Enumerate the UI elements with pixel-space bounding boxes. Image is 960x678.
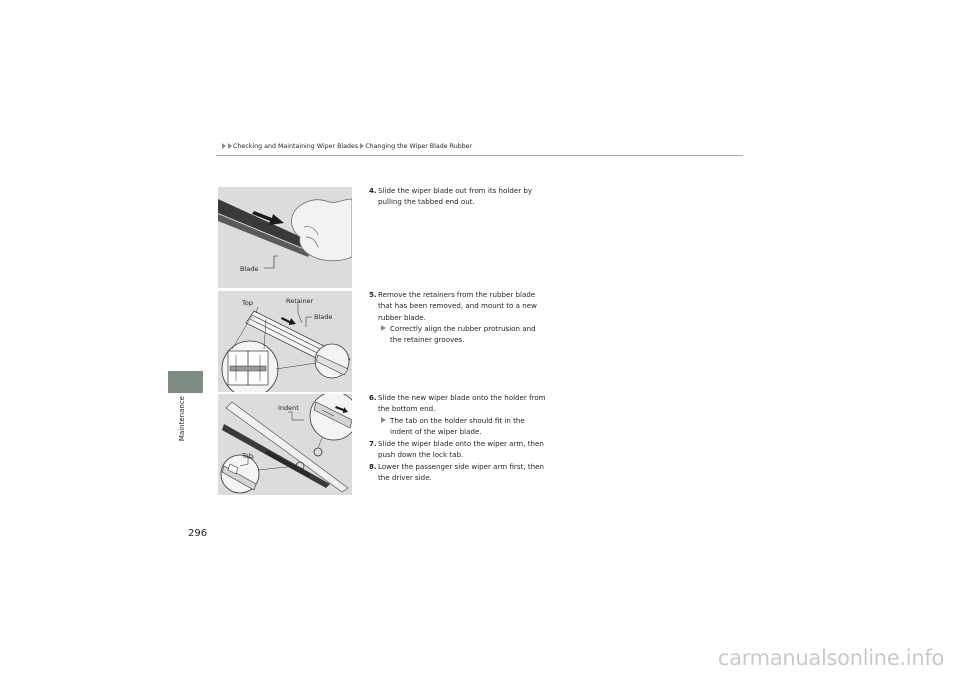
header-rule — [216, 155, 743, 156]
step-note-text: The tab on the holder should fit in the indent of the wiper blade. — [390, 415, 525, 436]
figure-label-top: Top — [242, 299, 253, 307]
step-note — [378, 323, 549, 346]
breadcrumb-item[interactable]: Checking and Maintaining Wiper Blades — [233, 142, 359, 150]
figure-retainers — [218, 291, 352, 392]
step-note — [378, 415, 549, 438]
step-text: Slide the new wiper blade onto the holder from the bottom end. — [378, 393, 546, 414]
figure-label-retainer: Retainer — [286, 297, 314, 305]
step-note-text: Correctly align the rubber protrusion and the retainer grooves. — [390, 323, 536, 345]
figure-label-blade: Blade — [240, 265, 259, 273]
step-number: 8. — [369, 462, 377, 471]
section-label: Maintenance — [178, 396, 186, 442]
watermark: carmanualsonline.info — [717, 646, 944, 670]
step-5 — [369, 289, 549, 345]
step-number: 6. — [369, 393, 377, 402]
breadcrumb — [221, 140, 472, 152]
breadcrumb-arrow-icon — [222, 143, 226, 149]
page-number: 296 — [188, 528, 208, 539]
step-4 — [369, 185, 549, 208]
step-number: 5. — [369, 290, 377, 299]
step-text: Remove the retainers from the rubber blade that has been removed, and mount to a new rubber blade. — [378, 290, 537, 322]
note-arrow-icon — [381, 325, 386, 331]
step-number: 4. — [369, 186, 377, 195]
figure-label-indent: Indent — [278, 404, 299, 412]
step-text: Slide the wiper blade onto the wiper arm, then push down the lock tab. — [378, 439, 544, 460]
figure-install-blade — [218, 394, 352, 495]
breadcrumb-arrow-icon — [228, 143, 232, 149]
section-tab[interactable] — [168, 371, 203, 393]
step-number: 7. — [369, 439, 377, 448]
step-7 — [369, 438, 549, 461]
figure-label-blade: Blade — [314, 313, 333, 321]
note-arrow-icon — [381, 417, 386, 423]
breadcrumb-item[interactable]: Changing the Wiper Blade Rubber — [365, 142, 473, 150]
step-text: Lower the passenger side wiper arm first, then the driver side. — [378, 462, 544, 483]
breadcrumb-arrow-icon — [360, 143, 364, 149]
figure-label-tab: Tab — [242, 452, 254, 460]
figure-slide-blade-out — [218, 187, 352, 288]
step-6 — [369, 392, 549, 437]
step-8 — [369, 461, 549, 484]
step-text: Slide the wiper blade out from its holder by pulling the tabbed end out. — [378, 186, 533, 207]
